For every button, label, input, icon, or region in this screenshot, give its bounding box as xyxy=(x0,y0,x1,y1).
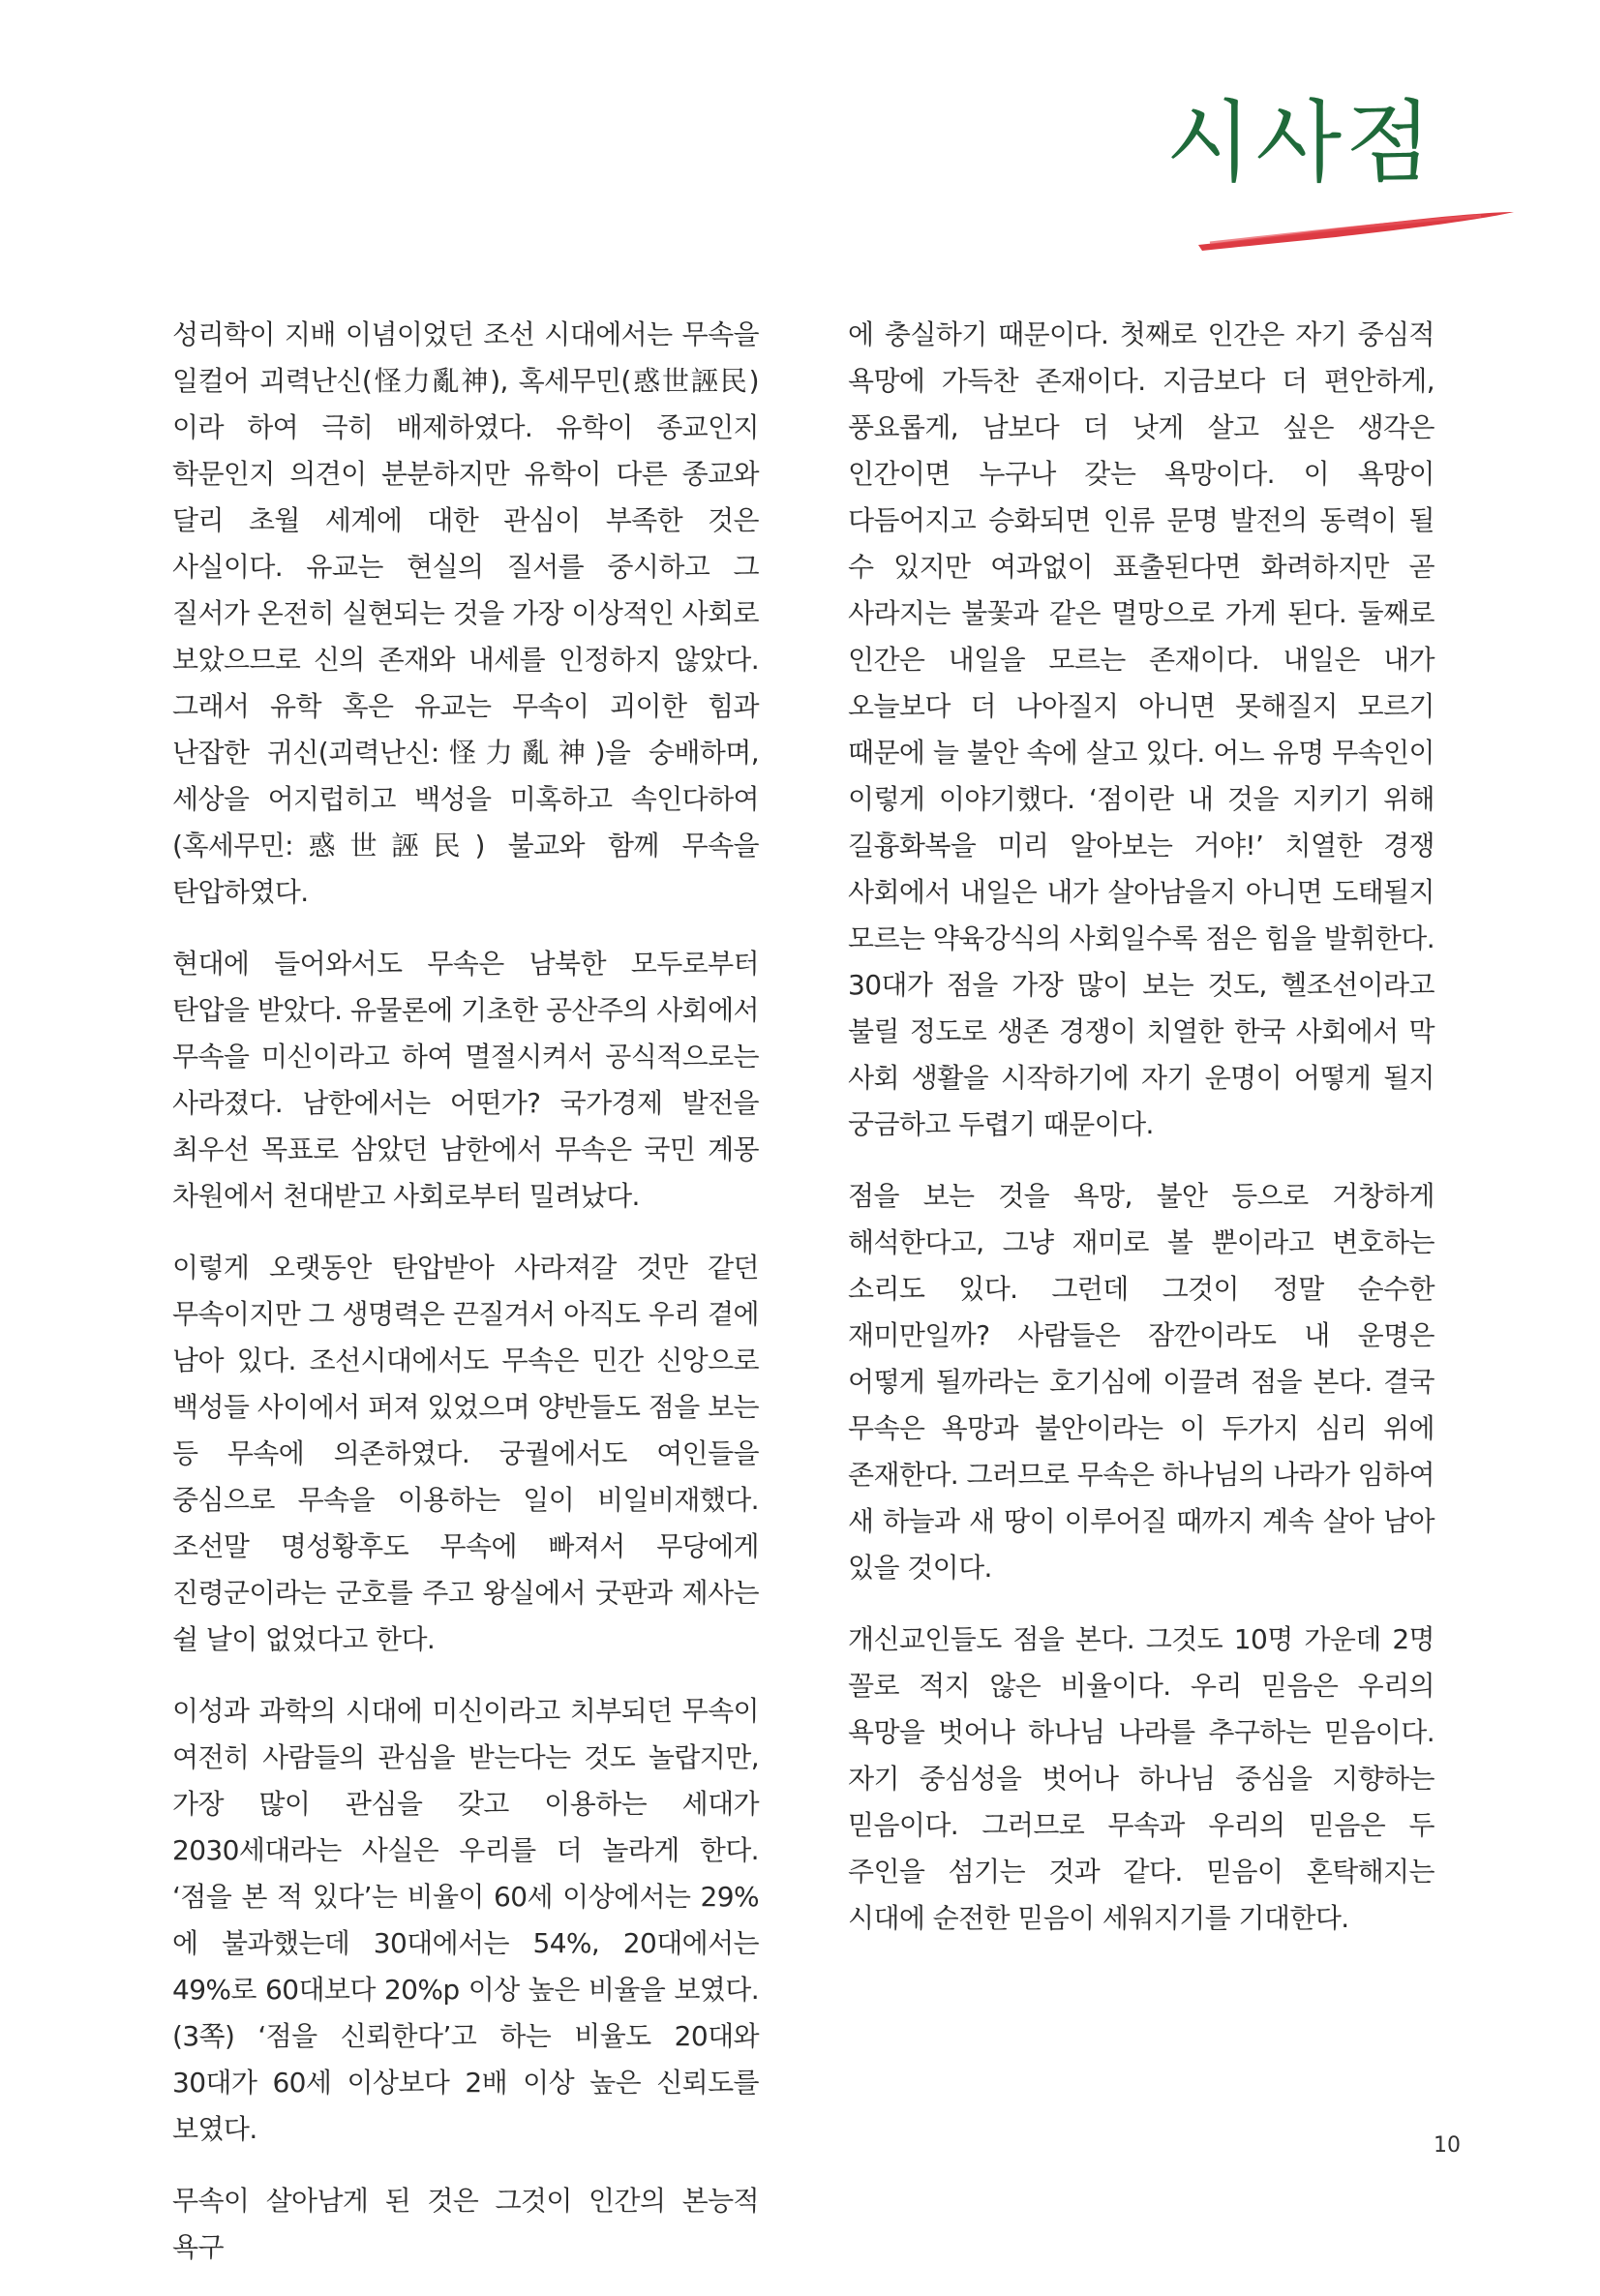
body-paragraph: 이성과 과학의 시대에 미신이라고 치부되던 무속이 여전히 사람들의 관심을 받는다는 것도 놀랍지만, 가장 많이 관심을 갖고 이용하는 세대가 2030세대라는 사실은 우리를 더 놀라게 한다. ‘점을 본 적 있다’는 비율이 60세 이상에서는 29%에 불과했는데 30대에서는 54%, 20대에서는 49%로 60대보다 20%p 이상 높은 비율을 보였다.(3쪽) ‘점을 신뢰한다’고 하는 비율도 20대와 30대가 60세 이상보다 2배 이상 높은 신뢰도를 보였다. xyxy=(172,1695,759,2145)
text-column-right xyxy=(848,312,1434,1967)
body-paragraph: 점을 보는 것을 욕망, 불안 등으로 거창하게 해석한다고, 그냥 재미로 볼 뿐이라고 변호하는 소리도 있다. 그런데 그것이 정말 순수한 재미만일까? 사람들은 잠깐이라도 내 운명은 어떻게 될까라는 호기심에 이끌려 점을 본다. 결국 무속은 욕망과 불안이라는 이 두가지 심리 위에 존재한다. 그러므로 무속은 하나님의 나라가 임하여 새 하늘과 새 땅이 이루어질 때까지 계속 살아 남아 있을 것이다. xyxy=(848,1180,1434,1584)
body-paragraph: 성리학이 지배 이념이었던 조선 시대에서는 무속을 일컬어 괴력난신(怪力亂神), 혹세무민(惑世誣民)이라 하여 극히 배제하였다. 유학이 종교인지 학문인지 의견이 분분하지만 유학이 다른 종교와 달리 초월 세계에 대한 관심이 부족한 것은 사실이다. 유교는 현실의 질서를 중시하고 그 질서가 온전히 실현되는 것을 가장 이상적인 사회로 보았으므로 신의 존재와 내세를 인정하지 않았다. 그래서 유학 혹은 유교는 무속이 괴이한 힘과 난잡한 귀신(괴력난신:怪力亂神)을 숭배하며, 세상을 어지럽히고 백성을 미혹하고 속인다하여(혹세무민:惑世誣民) 불교와 함께 무속을 탄압하였다. xyxy=(172,318,759,908)
page-title: 시사점 xyxy=(1165,91,1435,195)
text-column-left xyxy=(172,312,759,2296)
body-paragraph: 이렇게 오랫동안 탄압받아 사라져갈 것만 같던 무속이지만 그 생명력은 끈질겨서 아직도 우리 곁에 남아 있다. 조선시대에서도 무속은 민간 신앙으로 백성들 사이에서 퍼져 있었으며 양반들도 점을 보는 등 무속에 의존하였다. 궁궐에서도 여인들을 중심으로 무속을 이용하는 일이 비일비재했다. 조선말 명성황후도 무속에 빠져서 무당에게 진령군이라는 군호를 주고 왕실에서 굿판과 제사는 쉴 날이 없었다고 한다. xyxy=(172,1252,759,1655)
body-paragraph-continued: 무속이 살아남게 된 것은 그것이 인간의 본능적 욕구 xyxy=(172,2185,759,2263)
body-paragraph-continuation: 에 충실하기 때문이다. 첫째로 인간은 자기 중심적 욕망에 가득찬 존재이다. 지금보다 더 편안하게, 풍요롭게, 남보다 더 낫게 살고 싶은 생각은 인간이면 누구나 갖는 욕망이다. 이 욕망이 다듬어지고 승화되면 인류 문명 발전의 동력이 될 수 있지만 여과없이 표출된다면 화려하지만 곧 사라지는 불꽃과 같은 멸망으로 가게 된다. 둘째로 인간은 내일을 모르는 존재이다. 내일은 내가 오늘보다 더 나아질지 아니면 못해질지 모르기 때문에 늘 불안 속에 살고 있다. 어느 유명 무속인이 이렇게 이야기했다. ‘점이란 내 것을 지키기 위해 길흉화복을 미리 알아보는 거야!’ 치열한 경쟁 사회에서 내일은 내가 살아남을지 아니면 도태될지 모르는 약육강식의 사회일수록 점은 힘을 발휘한다. 30대가 점을 가장 많이 보는 것도, 헬조선이라고 불릴 정도로 생존 경쟁이 치열한 한국 사회에서 막 사회 생활을 시작하기에 자기 운명이 어떻게 될지 궁금하고 두렵기 때문이다. xyxy=(848,318,1434,1140)
body-paragraph: 개신교인들도 점을 본다. 그것도 10명 가운데 2명 꼴로 적지 않은 비율이다. 우리 믿음은 우리의 욕망을 벗어나 하나님 나라를 추구하는 믿음이다. 자기 중심성을 벗어나 하나님 중심을 지향하는 믿음이다. 그러므로 무속과 우리의 믿음은 두 주인을 섬기는 것과 같다. 믿음이 혼탁해지는 시대에 순전한 믿음이 세워지기를 기대한다. xyxy=(848,1623,1434,1934)
title-underline-brush-stroke xyxy=(1191,198,1520,257)
body-paragraph: 현대에 들어와서도 무속은 남북한 모두로부터 탄압을 받았다. 유물론에 기초한 공산주의 사회에서 무속을 미신이라고 하여 멸절시켜서 공식적으로는 사라졌다. 남한에서는 어떤가? 국가경제 발전을 최우선 목표로 삼았던 남한에서 무속은 국민 계몽 차원에서 천대받고 사회로부터 밀려났다. xyxy=(172,948,759,1212)
page-number: 10 xyxy=(1434,2133,1461,2158)
